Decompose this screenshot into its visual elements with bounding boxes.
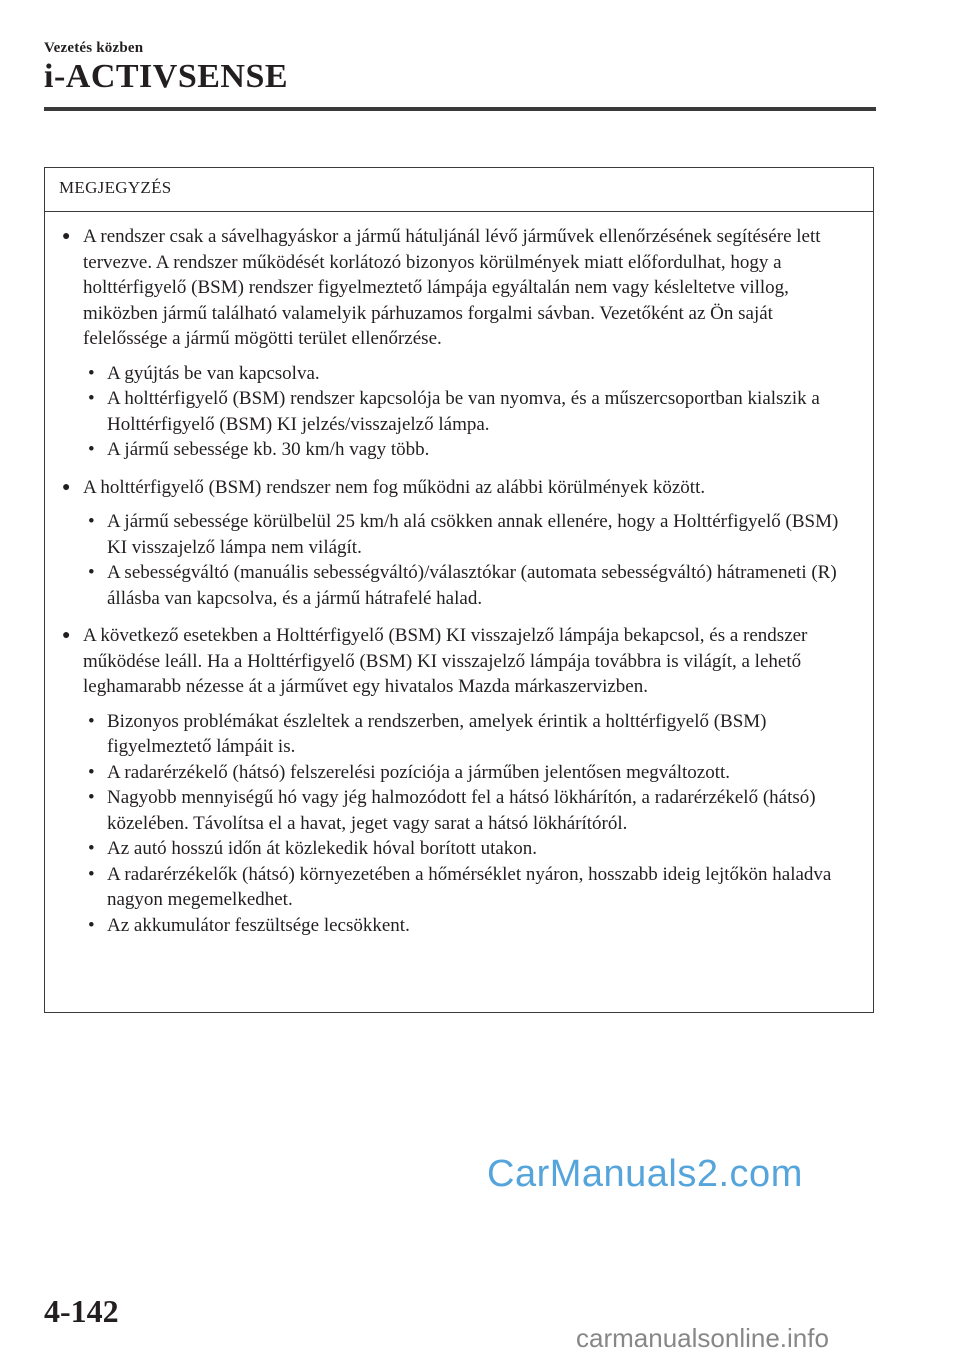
sub-item — [59, 709, 859, 760]
sub-list — [59, 709, 859, 939]
sub-item — [59, 785, 859, 836]
sub-item — [59, 560, 859, 611]
sub-bullet-icon: • — [88, 511, 95, 532]
page-title: i-ACTIVSENSE — [44, 58, 289, 95]
sub-bullet-icon: • — [88, 562, 95, 583]
bullet-icon: ● — [62, 479, 71, 495]
sub-bullet-icon: • — [88, 863, 95, 885]
sub-bullet-icon: • — [88, 439, 95, 460]
sub-list — [59, 361, 859, 463]
sub-bullet-icon: • — [88, 914, 95, 936]
note-item — [59, 623, 859, 700]
sub-bullet-icon: • — [88, 787, 95, 808]
sub-bullet-icon: • — [88, 388, 95, 409]
sub-bullet-icon: • — [88, 761, 95, 783]
sub-item-text: A radarérzékelők (hátsó) környezetében a hőmérséklet nyáron, hosszabb ideig lejtőkön haladva nagyon megemelkedhet. — [107, 863, 832, 910]
watermark-logo: CarManuals2.com — [487, 1153, 803, 1195]
bullet-icon: ● — [62, 229, 71, 244]
sub-item — [59, 361, 859, 387]
sub-item-text: A jármű sebessége kb. 30 km/h vagy több. — [107, 439, 430, 460]
note-body — [45, 212, 873, 938]
sub-item-text: Nagyobb mennyiségű hó vagy jég halmozódott fel a hátsó lökhárítón, a radarérzékelő (hátsó) közelében. Távolítsa el a havat, jeget vagy sarat a hátsó lökhárítóról. — [107, 787, 816, 834]
sub-item — [59, 862, 859, 913]
sub-item-text: A jármű sebessége körülbelül 25 km/h alá csökken annak ellenére, hogy a Holttérfigyelő (BSM) KI visszajelző lámpa nem világít. — [107, 511, 839, 558]
sub-item-text: Az akkumulátor feszültsége lecsökkent. — [107, 914, 410, 936]
sub-item — [59, 386, 859, 437]
sub-item-text: A holttérfigyelő (BSM) rendszer kapcsolója be van nyomva, és a műszercsoportban kialszik a Holttérfigyelő (BSM) KI jelzés/visszajelző lámpa. — [107, 388, 820, 435]
bullet-icon: ● — [62, 628, 71, 643]
section-label: Vezetés közben — [44, 40, 144, 56]
note-item — [59, 224, 859, 352]
sub-list — [59, 509, 859, 611]
title-divider — [44, 107, 876, 111]
watermark-site: carmanualsonline.info — [576, 1323, 829, 1353]
sub-item-text: Az autó hosszú időn át közlekedik hóval borított utakon. — [107, 838, 538, 859]
sub-item-text: Bizonyos problémákat észleltek a rendszerben, amelyek érintik a holttérfigyelő (BSM) figyelmeztető lámpáit is. — [107, 710, 767, 757]
note-item-text: A következő esetekben a Holttérfigyelő (BSM) KI visszajelző lámpája bekapcsol, és a rendszer működése leáll. Ha a Holttérfigyelő (BSM) KI visszajelző lámpája továbbra is világít, a lehető leghamarabb nézesse át a járművet egy hivatalos Mazda márkaszervizben. — [83, 625, 808, 697]
sub-item-text: A gyújtás be van kapcsolva. — [107, 362, 320, 384]
sub-item-text: A sebességváltó (manuális sebességváltó)/választókar (automata sebességváltó) hátrameneti (R) állásba van kapcsolva, és a jármű hátrafelé halad. — [107, 562, 837, 609]
note-item-text: A rendszer csak a sávelhagyáskor a jármű hátuljánál lévő járművek ellenőrzésének segítésére lett tervezve. A rendszer működését korlátozó bizonyos körülmények miatt előfordulhat, hogy a holttérfigyelő (BSM) rendszer figyelmeztető lámpája egyáltalán nem vagy késleltetve villog, miközben jármű található valamelyik párhuzamos forgalmi sávban. Vezetőként az Ön saját felelőssége a jármű mögötti terület ellenőrzése. — [83, 226, 821, 349]
sub-item — [59, 836, 859, 862]
sub-item — [59, 509, 859, 560]
sub-bullet-icon: • — [88, 362, 95, 384]
sub-bullet-icon: • — [88, 838, 95, 859]
note-box — [44, 167, 874, 1013]
sub-item — [59, 913, 859, 939]
sub-item — [59, 437, 859, 463]
sub-item — [59, 760, 859, 786]
sub-bullet-icon: • — [88, 710, 95, 732]
page-number: 4-142 — [44, 1293, 119, 1329]
note-item — [59, 475, 859, 501]
note-heading: MEGJEGYZÉS — [45, 168, 873, 212]
note-item-text: A holttérfigyelő (BSM) rendszer nem fog működni az alábbi körülmények között. — [83, 476, 706, 498]
sub-item-text: A radarérzékelő (hátsó) felszerelési pozíciója a járműben jelentősen megváltozott. — [107, 761, 731, 783]
